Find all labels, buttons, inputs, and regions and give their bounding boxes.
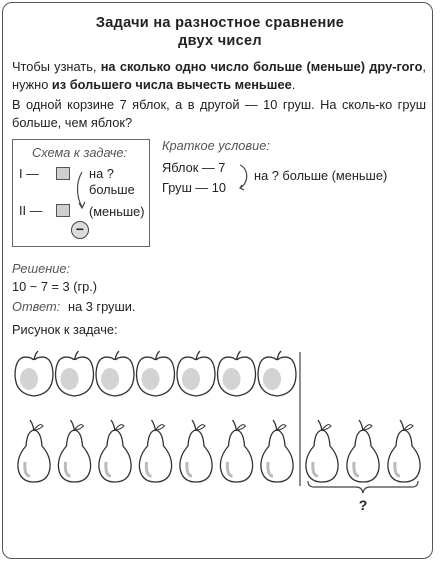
- solution-expression: 10 − 7 = 3 (гр.): [12, 279, 98, 294]
- rule-text-2: , нужно: [12, 59, 426, 92]
- condition-brace-icon: [240, 165, 247, 190]
- solution-label: Решение:: [12, 261, 71, 276]
- scheme-question-1: на ?: [89, 166, 114, 181]
- title-line-1: Задачи на разностное сравнение: [95, 15, 345, 31]
- scheme-question-3: (меньше): [89, 204, 145, 219]
- question-mark: ?: [358, 497, 368, 513]
- apple-icon: [96, 351, 134, 396]
- pears-brace-icon: [308, 481, 418, 493]
- apple-icon: [258, 351, 296, 396]
- condition-title: Краткое условие:: [162, 138, 270, 153]
- scheme-row-1-label: I —: [19, 166, 39, 181]
- pear-icon: [139, 420, 171, 482]
- pear-icon: [388, 420, 420, 482]
- apple-icon: [56, 351, 94, 396]
- pear-icon: [99, 420, 131, 482]
- apple-icon: [137, 351, 175, 396]
- title-line-2: двух чисел: [178, 33, 262, 49]
- scheme-arrow-icon: [78, 172, 86, 208]
- problem-text: В одной корзине 7 яблок, а в другой — 10 груш. На сколь-ко груш больше, чем яблок?: [12, 97, 426, 130]
- apple-icon: [177, 351, 215, 396]
- condition-line-1: Яблок — 7: [162, 160, 226, 175]
- answer-text: на 3 груши.: [68, 299, 136, 314]
- pear-row: [18, 420, 420, 482]
- apple-icon: [15, 351, 53, 396]
- scheme-question-2: больше: [89, 182, 135, 197]
- pear-icon: [18, 420, 50, 482]
- pear-icon: [306, 420, 338, 482]
- rule-bold-2: из большего числа вычесть меньшее: [51, 77, 292, 92]
- condition-line-2: Груш — 10: [162, 180, 226, 195]
- apple-row: [15, 351, 296, 396]
- scheme-title: Схема к задаче:: [32, 145, 128, 160]
- pear-icon: [261, 420, 293, 482]
- condition-question: на ? больше (меньше): [254, 168, 388, 183]
- rule-text-1: Чтобы узнать,: [12, 59, 101, 74]
- answer-label: Ответ:: [12, 299, 61, 314]
- picture-label: Рисунок к задаче:: [12, 322, 118, 337]
- scheme-row-2-label: II —: [19, 203, 43, 218]
- minus-sign-icon: −: [71, 221, 89, 239]
- pear-icon: [347, 420, 379, 482]
- rule-text-3: .: [291, 77, 296, 92]
- pear-icon: [58, 420, 90, 482]
- rule-bold-1: на сколько одно число больше (меньше) дру-гого: [100, 59, 423, 74]
- pear-icon: [220, 420, 252, 482]
- apple-icon: [218, 351, 256, 396]
- pear-icon: [180, 420, 212, 482]
